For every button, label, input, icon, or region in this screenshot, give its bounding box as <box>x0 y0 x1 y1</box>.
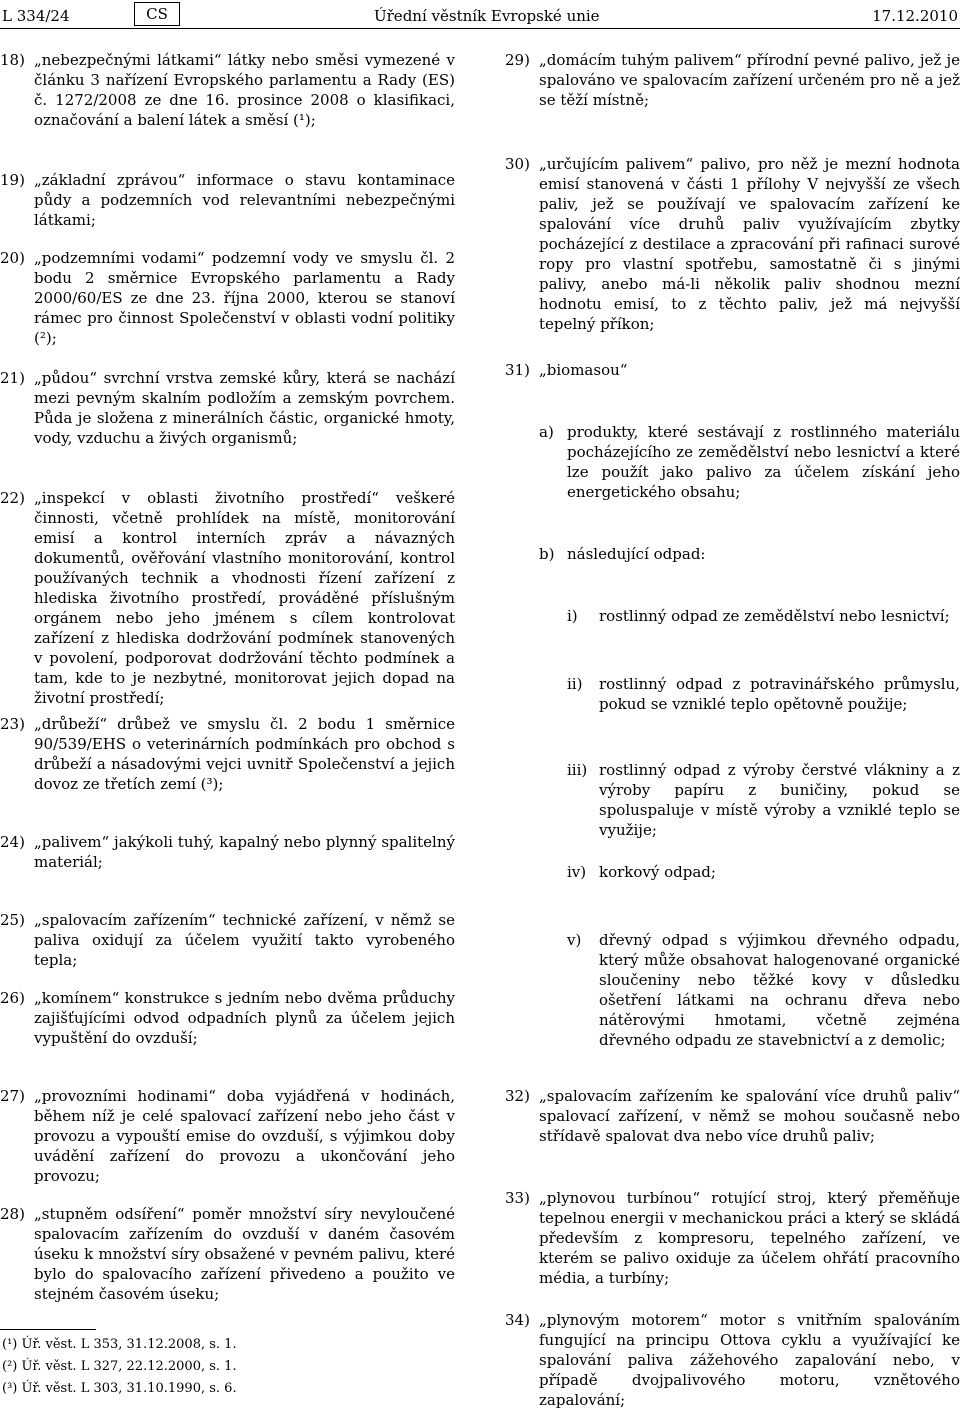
item-text: „provozními hodinami“ doba vyjádřená v hodinách, během níž je celé spalovací zařízení nebo jeho část v provozu a vypouští emise do ovzduší, s výjimkou doby uvádění zařízení do provozu a ukončování jeho provozu; <box>34 1087 455 1185</box>
item-text: „komínem“ konstrukce s jedním nebo dvěma průduchy zajišťujícími odvod odpadních plynů za účelem jejich vypuštění do ovzduší; <box>34 989 455 1047</box>
item-text: „podzemními vodami“ podzemní vody ve smyslu čl. 2 bodu 2 směrnice Evropského parlamentu a Rady 2000/60/ES ze dne 23. října 2000, kterou se stanoví rámec pro činnost Společenství v oblasti vodní politiky (²); <box>34 249 455 347</box>
point-label: i) <box>567 607 578 625</box>
waste-point-v <box>567 930 960 1050</box>
header-rule <box>0 28 960 29</box>
point-text: rostlinný odpad ze zemědělství nebo lesnictví; <box>599 607 950 625</box>
point-text: korkový odpad; <box>599 863 716 881</box>
item-number: 18) <box>0 51 25 69</box>
language-badge: CS <box>134 2 180 26</box>
point-text: dřevný odpad s výjimkou dřevného odpadu, který může obsahovat halogenované organické sloučeniny nebo těžké kovy v důsledku ošetření látkami na ochranu dřeva nebo nátěrovými hmotami, včetně zejména dřevného odpadu ze stavebnictví a z demolic; <box>599 931 960 1049</box>
item-number: 27) <box>0 1087 25 1105</box>
item-text: „spalovacím zařízením“ technické zařízení, v němž se paliva oxidují za účelem využití takto vyrobeného tepla; <box>34 911 455 969</box>
page-header <box>0 0 960 30</box>
point-label: v) <box>567 931 582 949</box>
definition-item-25 <box>0 910 455 970</box>
item-number: 23) <box>0 715 25 733</box>
item-number: 33) <box>505 1189 530 1207</box>
definition-item-27 <box>0 1086 455 1186</box>
point-label: iii) <box>567 761 588 779</box>
definition-item-23 <box>0 714 455 794</box>
journal-title: Úřední věstník Evropské unie <box>374 7 600 25</box>
item-number: 34) <box>505 1311 530 1329</box>
waste-point-ii <box>567 674 960 714</box>
item-number: 26) <box>0 989 25 1007</box>
item-number: 21) <box>0 369 25 387</box>
definition-item-22 <box>0 488 455 708</box>
waste-point-iv <box>567 862 960 882</box>
item-number: 31) <box>505 361 530 379</box>
point-label: ii) <box>567 675 583 693</box>
item-text: „nebezpečnými látkami“ látky nebo směsi vymezené v článku 3 nařízení Evropského parlamentu a Rady (ES) č. 1272/2008 ze dne 16. prosince 2008 o klasifikaci, označování a balení látek a směsí (¹); <box>34 51 455 129</box>
definition-item-18 <box>0 50 455 130</box>
item-text: „půdou“ svrchní vrstva zemské kůry, která se nachází mezi pevným skalním podložím a zemským povrchem. Půda je složena z minerálních částic, organické hmoty, vody, vzduchu a živých organismů; <box>34 369 455 447</box>
definition-item-34 <box>505 1310 960 1410</box>
point-label: iv) <box>567 863 587 881</box>
definition-item-30 <box>505 154 960 334</box>
waste-point-iii <box>567 760 960 840</box>
item-text: „biomasou“ <box>539 361 628 379</box>
item-number: 32) <box>505 1087 530 1105</box>
point-text: rostlinný odpad z potravinářského průmyslu, pokud se vzniklé teplo opětovně použije; <box>599 675 960 713</box>
item-text: „palivem“ jakýkoli tuhý, kapalný nebo plynný spalitelný materiál; <box>34 833 455 871</box>
item-number: 22) <box>0 489 25 507</box>
definition-item-33 <box>505 1188 960 1288</box>
point-text: produkty, které sestávají z rostlinného materiálu pocházejícího ze zemědělství nebo lesnictví a které lze použít jako palivo za účelem získání jeho energetického obsahu; <box>567 423 960 501</box>
definition-item-31 <box>505 360 960 380</box>
item-number: 28) <box>0 1205 25 1223</box>
item-text: „určujícím palivem“ palivo, pro něž je mezní hodnota emisí stanovená v části 1 přílohy V nejvyšší ze všech paliv, jež se používají ve spalovacím zařízení ke spalování více druhů paliv využívajícím zbytky pocházející z destilace a zpracování při rafinaci surové ropy pro vlastní spotřebu, samostatně či s jinými palivy, anebo má-li několik paliv shodnou mezní hodnotu emisí, to z těchto paliv, jež má nejvyšší tepelný příkon; <box>539 155 960 333</box>
footnote-rule <box>0 1329 96 1330</box>
definition-item-32 <box>505 1086 960 1146</box>
footnote-1: (¹) Úř. věst. L 353, 31.12.2008, s. 1. <box>2 1337 237 1352</box>
point-text: následující odpad: <box>567 545 706 563</box>
footnote-2: (²) Úř. věst. L 327, 22.12.2000, s. 1. <box>2 1359 237 1374</box>
definition-item-20 <box>0 248 455 348</box>
definition-item-29 <box>505 50 960 110</box>
biomass-point-a <box>539 422 960 502</box>
point-label: a) <box>539 423 554 441</box>
item-text: „plynovou turbínou“ rotující stroj, který přeměňuje tepelnou energii v mechanickou práci a který se skládá především z kompresoru, tepelného zařízení, ve kterém se palivo oxiduje za účelem ohřátí pracovního média, a turbíny; <box>539 1189 960 1287</box>
definition-item-24 <box>0 832 455 872</box>
definition-item-21 <box>0 368 455 448</box>
point-label: b) <box>539 545 555 563</box>
item-text: „spalovacím zařízením ke spalování více druhů paliv“ spalovací zařízení, v němž se mohou současně nebo střídavě spalovat dva nebo více druhů paliv; <box>539 1087 960 1145</box>
item-number: 20) <box>0 249 25 267</box>
item-text: „inspekcí v oblasti životního prostředí“ veškeré činnosti, včetně prohlídek na místě, monitorování emisí a kontrol interních zpráv a návazných dokumentů, ověřování vlastního monitorování, kontrol používaných technik a vhodnosti řízení zařízení z hlediska životního prostředí, prováděné příslušným orgánem nebo jeho jménem s cílem kontrolovat zařízení z hlediska dodržování podmínek stanovených v povolení, podporovat dodržování těchto podmínek a tam, kde to je nezbytné, monitorovat jejich dopad na životní prostředí; <box>34 489 455 707</box>
item-text: „domácím tuhým palivem“ přírodní pevné palivo, jež je spalováno ve spalovacím zařízení určeném pro ně a jež se těží místně; <box>539 51 960 109</box>
item-text: „plynovým motorem“ motor s vnitřním spalováním fungující na principu Ottova cyklu a využívající ke spalování paliva zážehového zapalování nebo, v případě dvojpalivového motoru, vznětového zapalování; <box>539 1311 960 1409</box>
point-text: rostlinný odpad z výroby čerstvé vlákniny a z výroby papíru z buničiny, pokud se spoluspaluje v místě výroby a vzniklé teplo se využije; <box>599 761 960 839</box>
item-number: 24) <box>0 833 25 851</box>
biomass-point-b <box>539 544 960 564</box>
footnote-3: (³) Úř. věst. L 303, 31.10.1990, s. 6. <box>2 1381 237 1396</box>
item-number: 19) <box>0 171 25 189</box>
item-text: „základní zprávou“ informace o stavu kontaminace půdy a podzemních vod relevantními nebezpečnými látkami; <box>34 171 455 229</box>
definition-item-19 <box>0 170 455 230</box>
item-number: 25) <box>0 911 25 929</box>
item-number: 29) <box>505 51 530 69</box>
definition-item-26 <box>0 988 455 1048</box>
waste-point-i <box>567 606 960 626</box>
item-number: 30) <box>505 155 530 173</box>
item-text: „stupněm odsíření“ poměr množství síry nevyloučené spalovacím zařízením do ovzduší v daném časovém úseku k množství síry obsažené v pevném palivu, které bylo do spalovacího zařízení přivedeno a použito ve stejném časovém úseku; <box>34 1205 455 1303</box>
item-text: „drůbeží“ drůbež ve smyslu čl. 2 bodu 1 směrnice 90/539/EHS o veterinárních podmínkách pro obchod s drůbeží a násadovými vejci uvnitř Společenství a jejich dovoz ze třetích zemí (³); <box>34 715 455 793</box>
definition-item-28 <box>0 1204 455 1304</box>
page-reference: L 334/24 <box>2 7 70 25</box>
publication-date: 17.12.2010 <box>872 7 958 25</box>
